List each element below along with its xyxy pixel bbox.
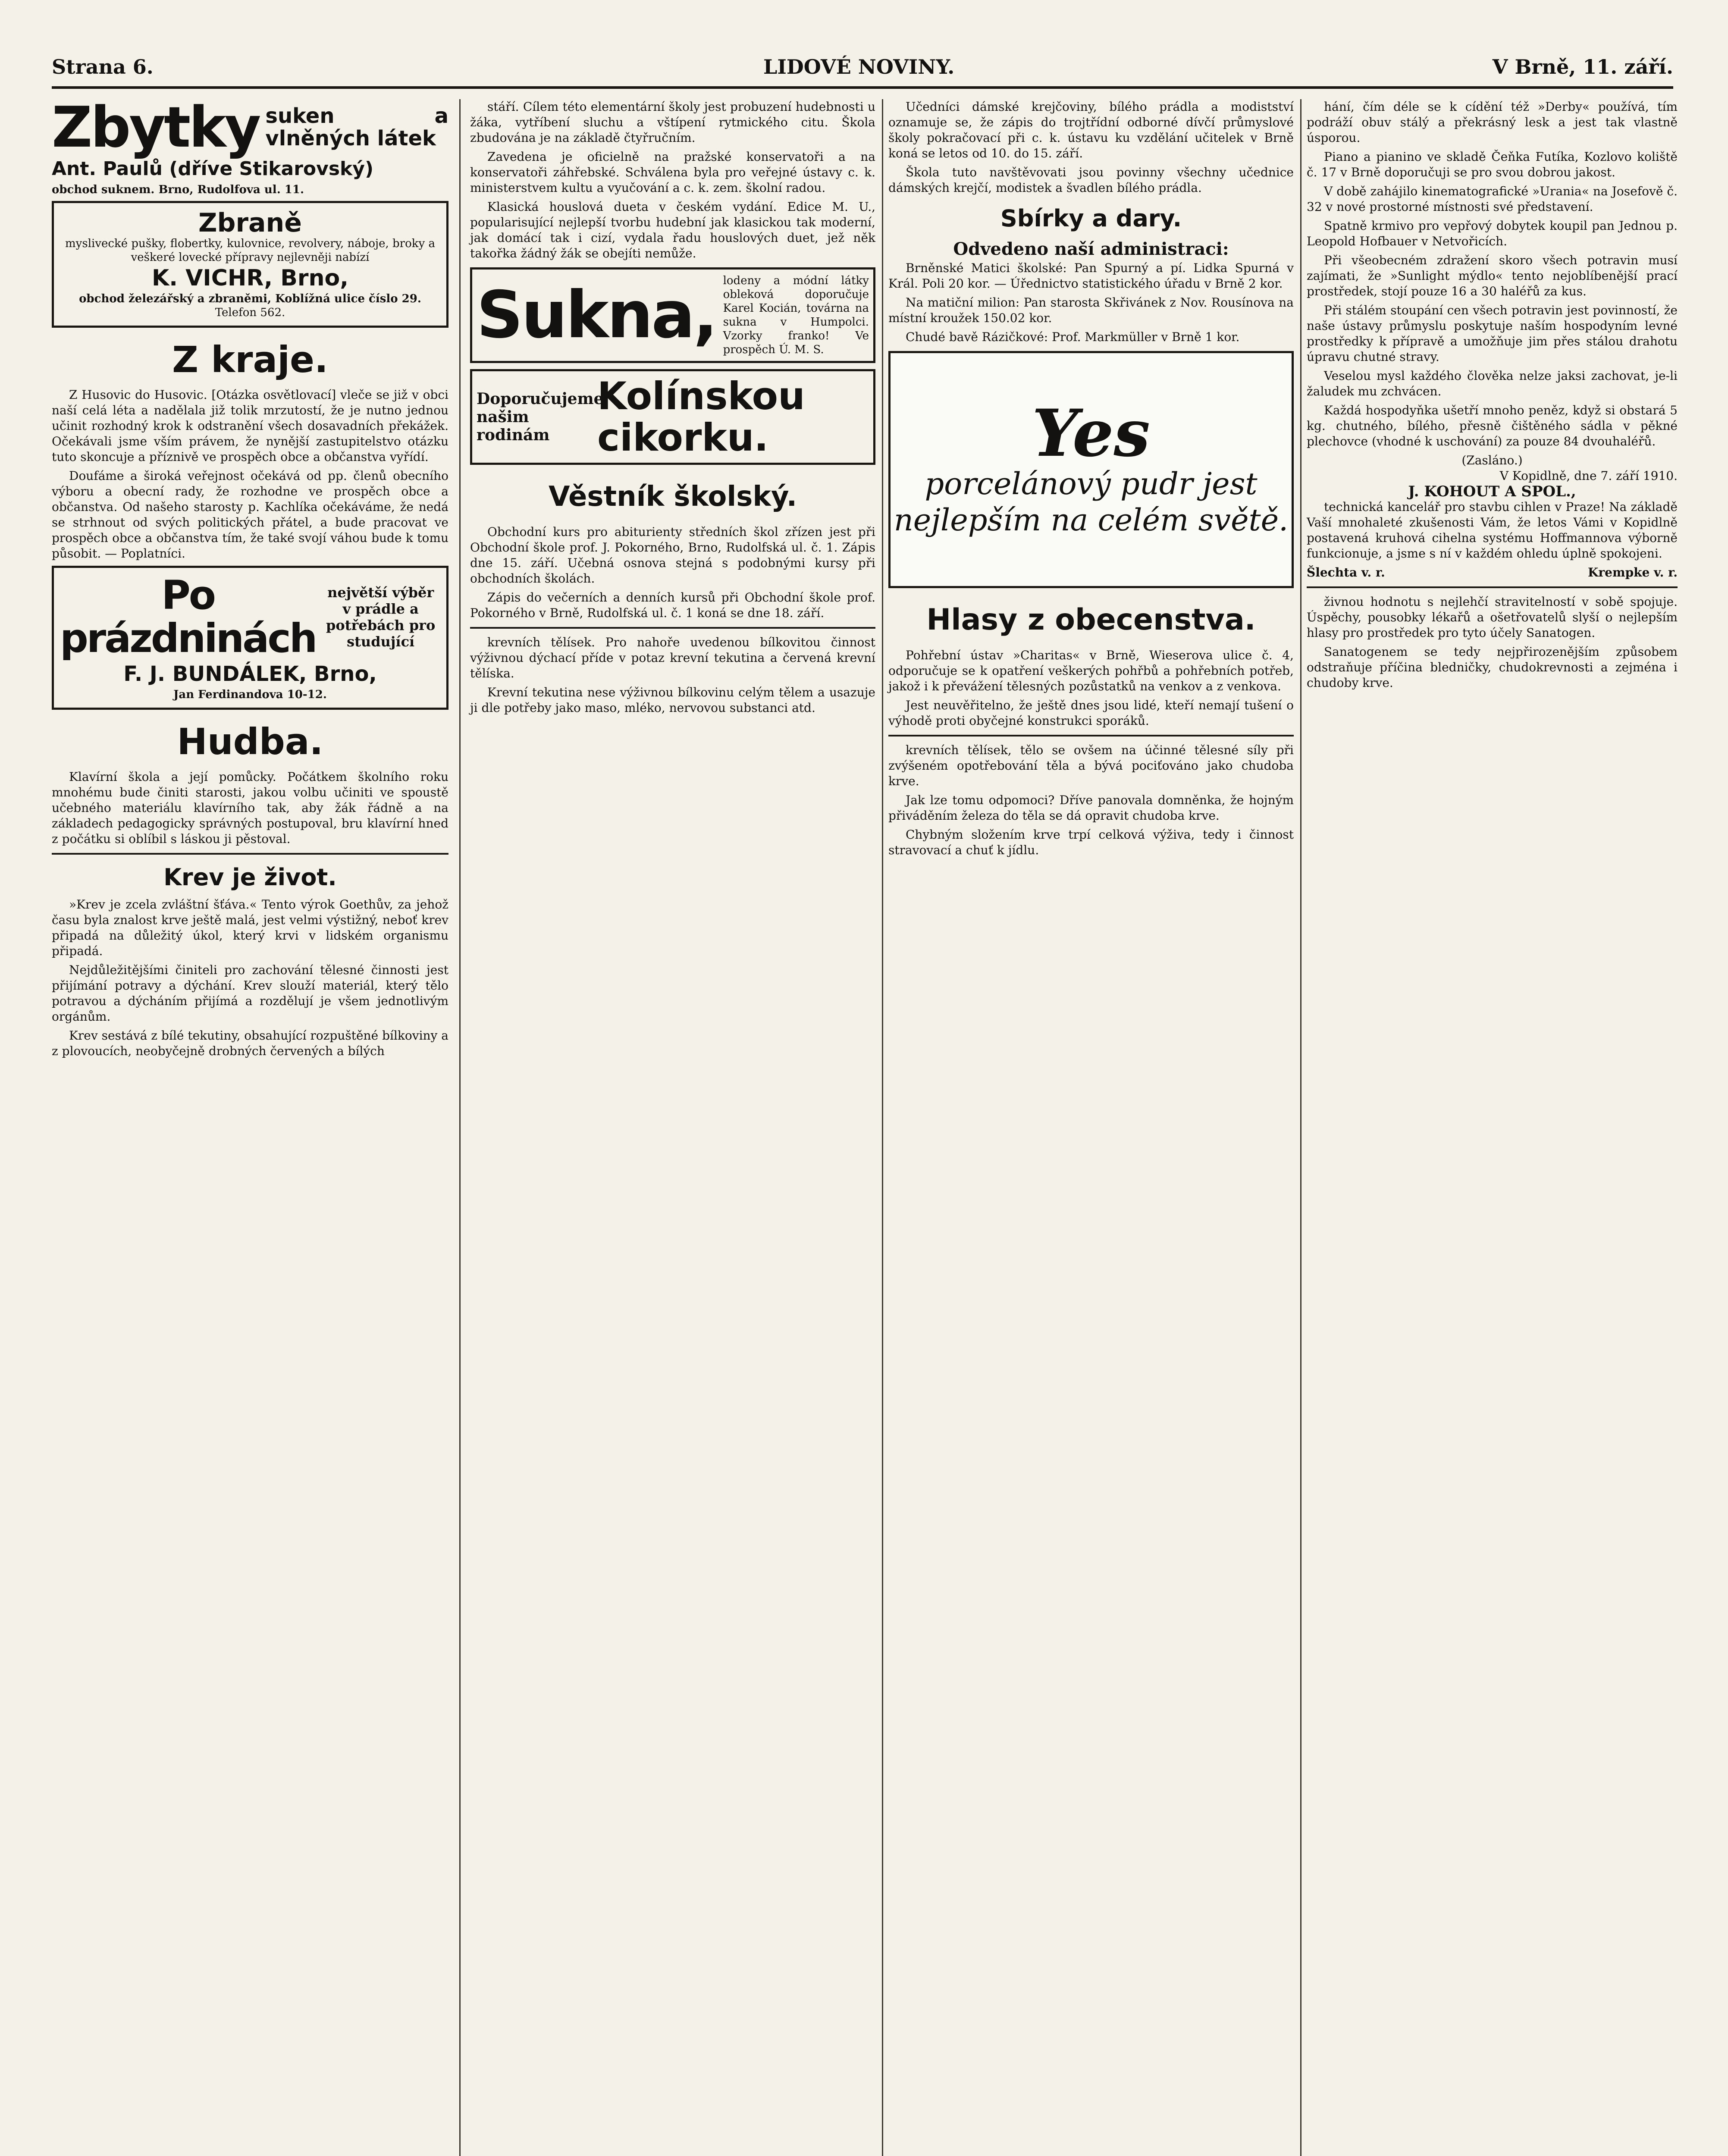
ad-sukna-text: lodeny a módní látky obleková doporučuje Karel Kocián, továrna na sukna v Humpolci. Vzorky franko! Ve prospěch Ú. M. S. (723, 274, 869, 356)
article-paragraph: Klasická houslová dueta v českém vydání. Edice M. U., popularisující nejlepší tvorbu hudební jak klasickou tak moderní, jak domácí tak i cizí, vydala řadu houslových duet, jež něk takořka žádný žák se obejíti nemůže. (470, 200, 875, 260)
column-3 (888, 99, 1294, 862)
article-paragraph: Při všeobecném zdražení skoro všech potravin musí zajímati, že »Sunlight mýdlo« tento nejoblíbenější prací prostředek, stojí pouze 16 a 30 haléřů za kus. (1307, 253, 1678, 298)
ad-zbrane-text: myslivecké pušky, flobertky, kulovnice, revolvery, náboje, broky a veškeré lovecké přípravy nejlevněji nabízí (65, 237, 435, 264)
column-4 (1307, 99, 1678, 694)
article-paragraph: Každá hospodyňka ušetří mnoho peněz, když si obstará 5 kg. chutného, bílého, přesně čištěného sádla v pěkné plechovce (vhodné k uschování) za pouze 84 dvouhaléřů. (1307, 403, 1678, 448)
article-paragraph: Krevní tekutina nese výživnou bílkovinu celým tělem a usazuje ji dle potřeby jako maso, mléko, nervovou substanci atd. (470, 685, 875, 715)
article-paragraph: krevních tělísek. Pro nahoře uvedenou bílkovitou činnost výživnou dýchací příde v potaz krevní tekutina a červená krevní tělíska. (470, 635, 875, 680)
ad-prazdniny-title: Po prázdninách (60, 572, 316, 661)
article-paragraph: hání, čím déle se k cídění též »Derby« používá, tím podráží obuv stálý a překrásný lesk a jest tak vlastně úsporou. (1307, 100, 1678, 145)
zaslano-place: V Kopidlně, dne 7. září 1910. (1499, 469, 1678, 483)
article-paragraph: Učedníci dámské krejčoviny, bílého prádla a modistství oznamuje se, že zápis do trojtřídní odborné dívčí průmyslové školy pokračovací při c. k. ústavu ku vzdělání učitelek v Brně koná se letos od 10. do 15. září. (888, 100, 1294, 160)
article-paragraph: Nejdůležitějšími činiteli pro zachování tělesné činnosti jest přijímání potravy a dýchání. Krev slouží materiál, který tělo potravou a dýcháním přijímá a rozdělují je všem jednotlivým orgánům. (52, 963, 448, 1024)
ad-zbrane-phone: Telefon 562. (215, 306, 285, 319)
ad-yes-text: porcelánový pudr jest nejlepším na celém světě. (894, 466, 1289, 538)
zaslano-signatures (1307, 565, 1678, 580)
ad-kolin-left: Doporučujeme našim rodinám (477, 390, 604, 444)
zaslano-sign-left: Šlechta v. r. (1307, 565, 1385, 580)
ad-kolinska-cikorka (470, 369, 875, 465)
section-z-kraje: Z kraje. (172, 338, 328, 381)
ad-zbrane (52, 201, 448, 328)
newspaper-title: LIDOVÉ NOVINY. (763, 55, 955, 78)
ad-yes-pudr (888, 351, 1294, 588)
ad-zbytky (52, 94, 448, 197)
article-paragraph: Chudé bavě Rázičkové: Prof. Markmüller v Brně 1 kor. (906, 330, 1240, 344)
zaslano-body: technická kancelář pro stavbu cihlen v Praze! Na základě Vaší mnohaleté zkušenosti Vám, že letos Vámi v Kopidlně postavená kruhová cihelna systému Hoffmannova výborně funkcionuje, a jsme s ní v každém ohledu úplně spokojeni. (1307, 500, 1678, 561)
divider (470, 627, 875, 629)
divider (888, 735, 1294, 736)
article-paragraph: Jest neuvěřitelno, že ještě dnes jsou lidé, kteří nemají tušení o výhodě proti obyčejné konstrukci sporáků. (888, 698, 1294, 728)
section-odvedeno: Odvedeno naší administraci: (953, 239, 1229, 259)
ad-zbytky-title: Zbytky (52, 94, 260, 160)
column-1 (52, 94, 448, 1062)
ad-kolin-title: Kolínskou cikorku. (597, 374, 805, 460)
article-paragraph: Klavírní škola a její pomůcky. Počátkem školního roku mnohému bude činiti starosti, jakou volbu učiniti ve spoustě učebného materiálu klavírního tak, aby žák řádně a na základech pedagogicky správných postupoval, bru klavírní hned z počátku si oblíbil s láskou ji pěstoval. (52, 770, 448, 846)
ad-zbrane-title: Zbraně (198, 208, 302, 238)
ad-zbytky-firm: Ant. Paulů (dříve Stikarovský) (52, 158, 374, 180)
ad-sukna (470, 267, 875, 363)
article-paragraph: »Krev je zcela zvláštní šťáva.« Tento výrok Goethův, za jehož času byla znalost krve ještě malá, jest velmi výstižný, neboť krev připadá na důležitý úkol, který krvi v lidském organismu připadá. (52, 897, 448, 958)
divider (1307, 586, 1678, 588)
page-header (52, 52, 1673, 89)
article-paragraph: Chybným složením krve trpí celková výživa, tedy i činnost stravovací a chuť k jídlu. (888, 827, 1294, 857)
section-sbirky: Sbírky a dary. (1000, 205, 1182, 232)
section-hlasy: Hlasy z obecenstva. (926, 603, 1256, 637)
article-paragraph: Brněnské Matici školské: Pan Spurný a pí. Lidka Spurná v Král. Poli 20 kor. — Úřednictvo statistického úřadu v Brně 2 kor. (888, 261, 1294, 291)
article-paragraph: Pohřební ústav »Charitas« v Brně, Wieserova ulice č. 4, odporučuje se k opatření veškerých pohřbů a pohřebních potřeb, jakož i k převážení tělesných pozůstatků na venkov a z venkova. (888, 648, 1294, 693)
ad-sukna-title: Sukna, (477, 278, 716, 353)
issue-date: V Brně, 11. září. (1492, 55, 1673, 78)
ad-zbrane-address: obchod železářský a zbraněmi, Koblížná ulice číslo 29. (79, 292, 421, 305)
ad-prazdniny-sub: největší výběr v prádle a potřebách pro studující (326, 584, 436, 650)
ad-zbrane-firm: K. VICHR, Brno, (151, 265, 349, 291)
article-paragraph: Z Husovic do Husovic. [Otázka osvětlovací] vleče se již v obci naší celá léta a nadělala již tolik mrzutostí, že je nutno jednou učinit rozhodný krok k odstranění všech dosavadních překážek. Očekávali jsme vším právem, že nynější zastupitelstvo otázku tuto skoncuje a příznivě ve prospěch obce a občanstva vyřídí. (52, 388, 448, 464)
ad-prazdniny-address: Jan Ferdinandova 10-12. (173, 688, 327, 701)
article-paragraph: Při stálém stoupání cen všech potravin jest povinností, že naše ústavy průmyslu poskytuje naším hospodyním levné prostředky k přípravě a umožňuje jim přes stálou drahotu úpravu chutné stravy. (1307, 303, 1678, 364)
article-paragraph: Veselou mysl každého člověka nelze jaksi zachovat, je-li žaludek mu zchvácen. (1307, 369, 1678, 398)
article-paragraph: Jak lze tomu odpomoci? Dříve panovala domněnka, že hojným přiváděním železa do těla se dá opravit chudoba krve. (888, 793, 1294, 823)
article-paragraph: Na matiční milion: Pan starosta Skřivánek z Nov. Rousínova na místní kroužek 150.02 kor. (888, 295, 1294, 325)
zaslano-recipient: J. KOHOUT A SPOL., (1408, 483, 1576, 500)
ad-po-prazdninach (52, 566, 448, 710)
article-paragraph: Obchodní kurs pro abiturienty středních škol zřízen jest při Obchodní škole prof. J. Pokorného, Brno, Rudolfská ul. č. 1. Zápis dne 15. září. Učebná osnova stejná s podobnými kursy při obchodních školách. (470, 525, 875, 586)
ad-zbytky-address: obchod suknem. Brno, Rudolfova ul. 11. (52, 183, 304, 196)
section-vestnik: Věstník školský. (548, 481, 797, 513)
column-rule (459, 99, 461, 2156)
divider (52, 853, 448, 855)
article-paragraph: V době zahájilo kinematografické »Urania« na Josefově č. 32 v nové prostorné místnosti své představení. (1307, 184, 1678, 214)
column-rule (1300, 99, 1301, 2156)
ad-prazdniny-firm: F. J. BUNDÁLEK, Brno, (123, 662, 377, 686)
section-hudba: Hudba. (177, 721, 323, 763)
column-rule (882, 99, 883, 2156)
ad-yes-brand: Yes (1032, 395, 1150, 471)
article-paragraph: Doufáme a široká veřejnost očekává od pp. členů obecního výboru a obecní rady, že rozhodne ve prospěch obce a občanstva. Od našeho starosty p. Kachlíka očekáváme, že nedá se strhnout od svých politických přátel, a bude pracovat ve prospěch obce a občanstva tím, že také svojí váhou bude k tomu působit. — Poplatníci. (52, 469, 448, 561)
article-paragraph: živnou hodnotu s nejlehčí stravitelností v sobě spojuje. Úspěchy, pousobky lékařů a ošetřovatelů slyší o nejlepším hlasy pro prostředek pro tyto účely Sanatogen. (1307, 595, 1678, 640)
zaslano-sign-right: Krempke v. r. (1588, 565, 1678, 580)
article-paragraph: Sanatogenem se tedy nejpřirozenějším způsobem odstraňuje příčina bledničky, chudokrevnosti a zejména i chudoby krve. (1307, 645, 1678, 690)
article-paragraph: Zavedena je oficielně na pražské konservatoři a na konservatoři záhřebské. Schválena byla pro veřejné ústavy c. k. ministerstvem kultu a vyučování a c. k. zem. školní radou. (470, 150, 875, 195)
article-paragraph: krevních tělísek, tělo se ovšem na účinné tělesné síly při zvýšeném opotřebování těla a bývá pociťováno jako chudoba krve. (888, 743, 1294, 788)
article-paragraph: Škola tuto navštěvovati jsou povinny všechny učednice dámských krejčí, modistek a švadlen bílého prádla. (888, 165, 1294, 195)
article-paragraph: Krev sestává z bílé tekutiny, obsahující rozpuštěné bílkoviny a z plovoucích, neobyčejně drobných červených a bílých (52, 1028, 448, 1058)
article-paragraph: Piano a pianino ve skladě Čeňka Futíka, Kozlovo koliště č. 17 v Brně doporučuji se pro svou dobrou jakost. (1307, 150, 1678, 179)
article-paragraph: stáří. Cílem této elementární školy jest probuzení hudebnosti u žáka, vytříbení sluchu a vštípení rytmického citu. Škola zbudována je na základě čtyřručním. (470, 100, 875, 145)
ad-zbytky-sub: suken a vlněných látek (265, 104, 448, 150)
zaslano-title: (Zasláno.) (1461, 453, 1523, 467)
page-number: Strana 6. (52, 55, 154, 78)
article-paragraph: Spatně krmivo pro vepřový dobytek koupil pan Jednou p. Leopold Hofbauer v Netvořicích. (1307, 219, 1678, 248)
section-krev: Krev je život. (163, 864, 337, 891)
column-2 (470, 99, 875, 719)
article-paragraph: Zápis do večerních a denních kursů při Obchodní škole prof. Pokorného v Brně, Rudolfská ul. č. 1 koná se dne 18. září. (470, 590, 875, 620)
